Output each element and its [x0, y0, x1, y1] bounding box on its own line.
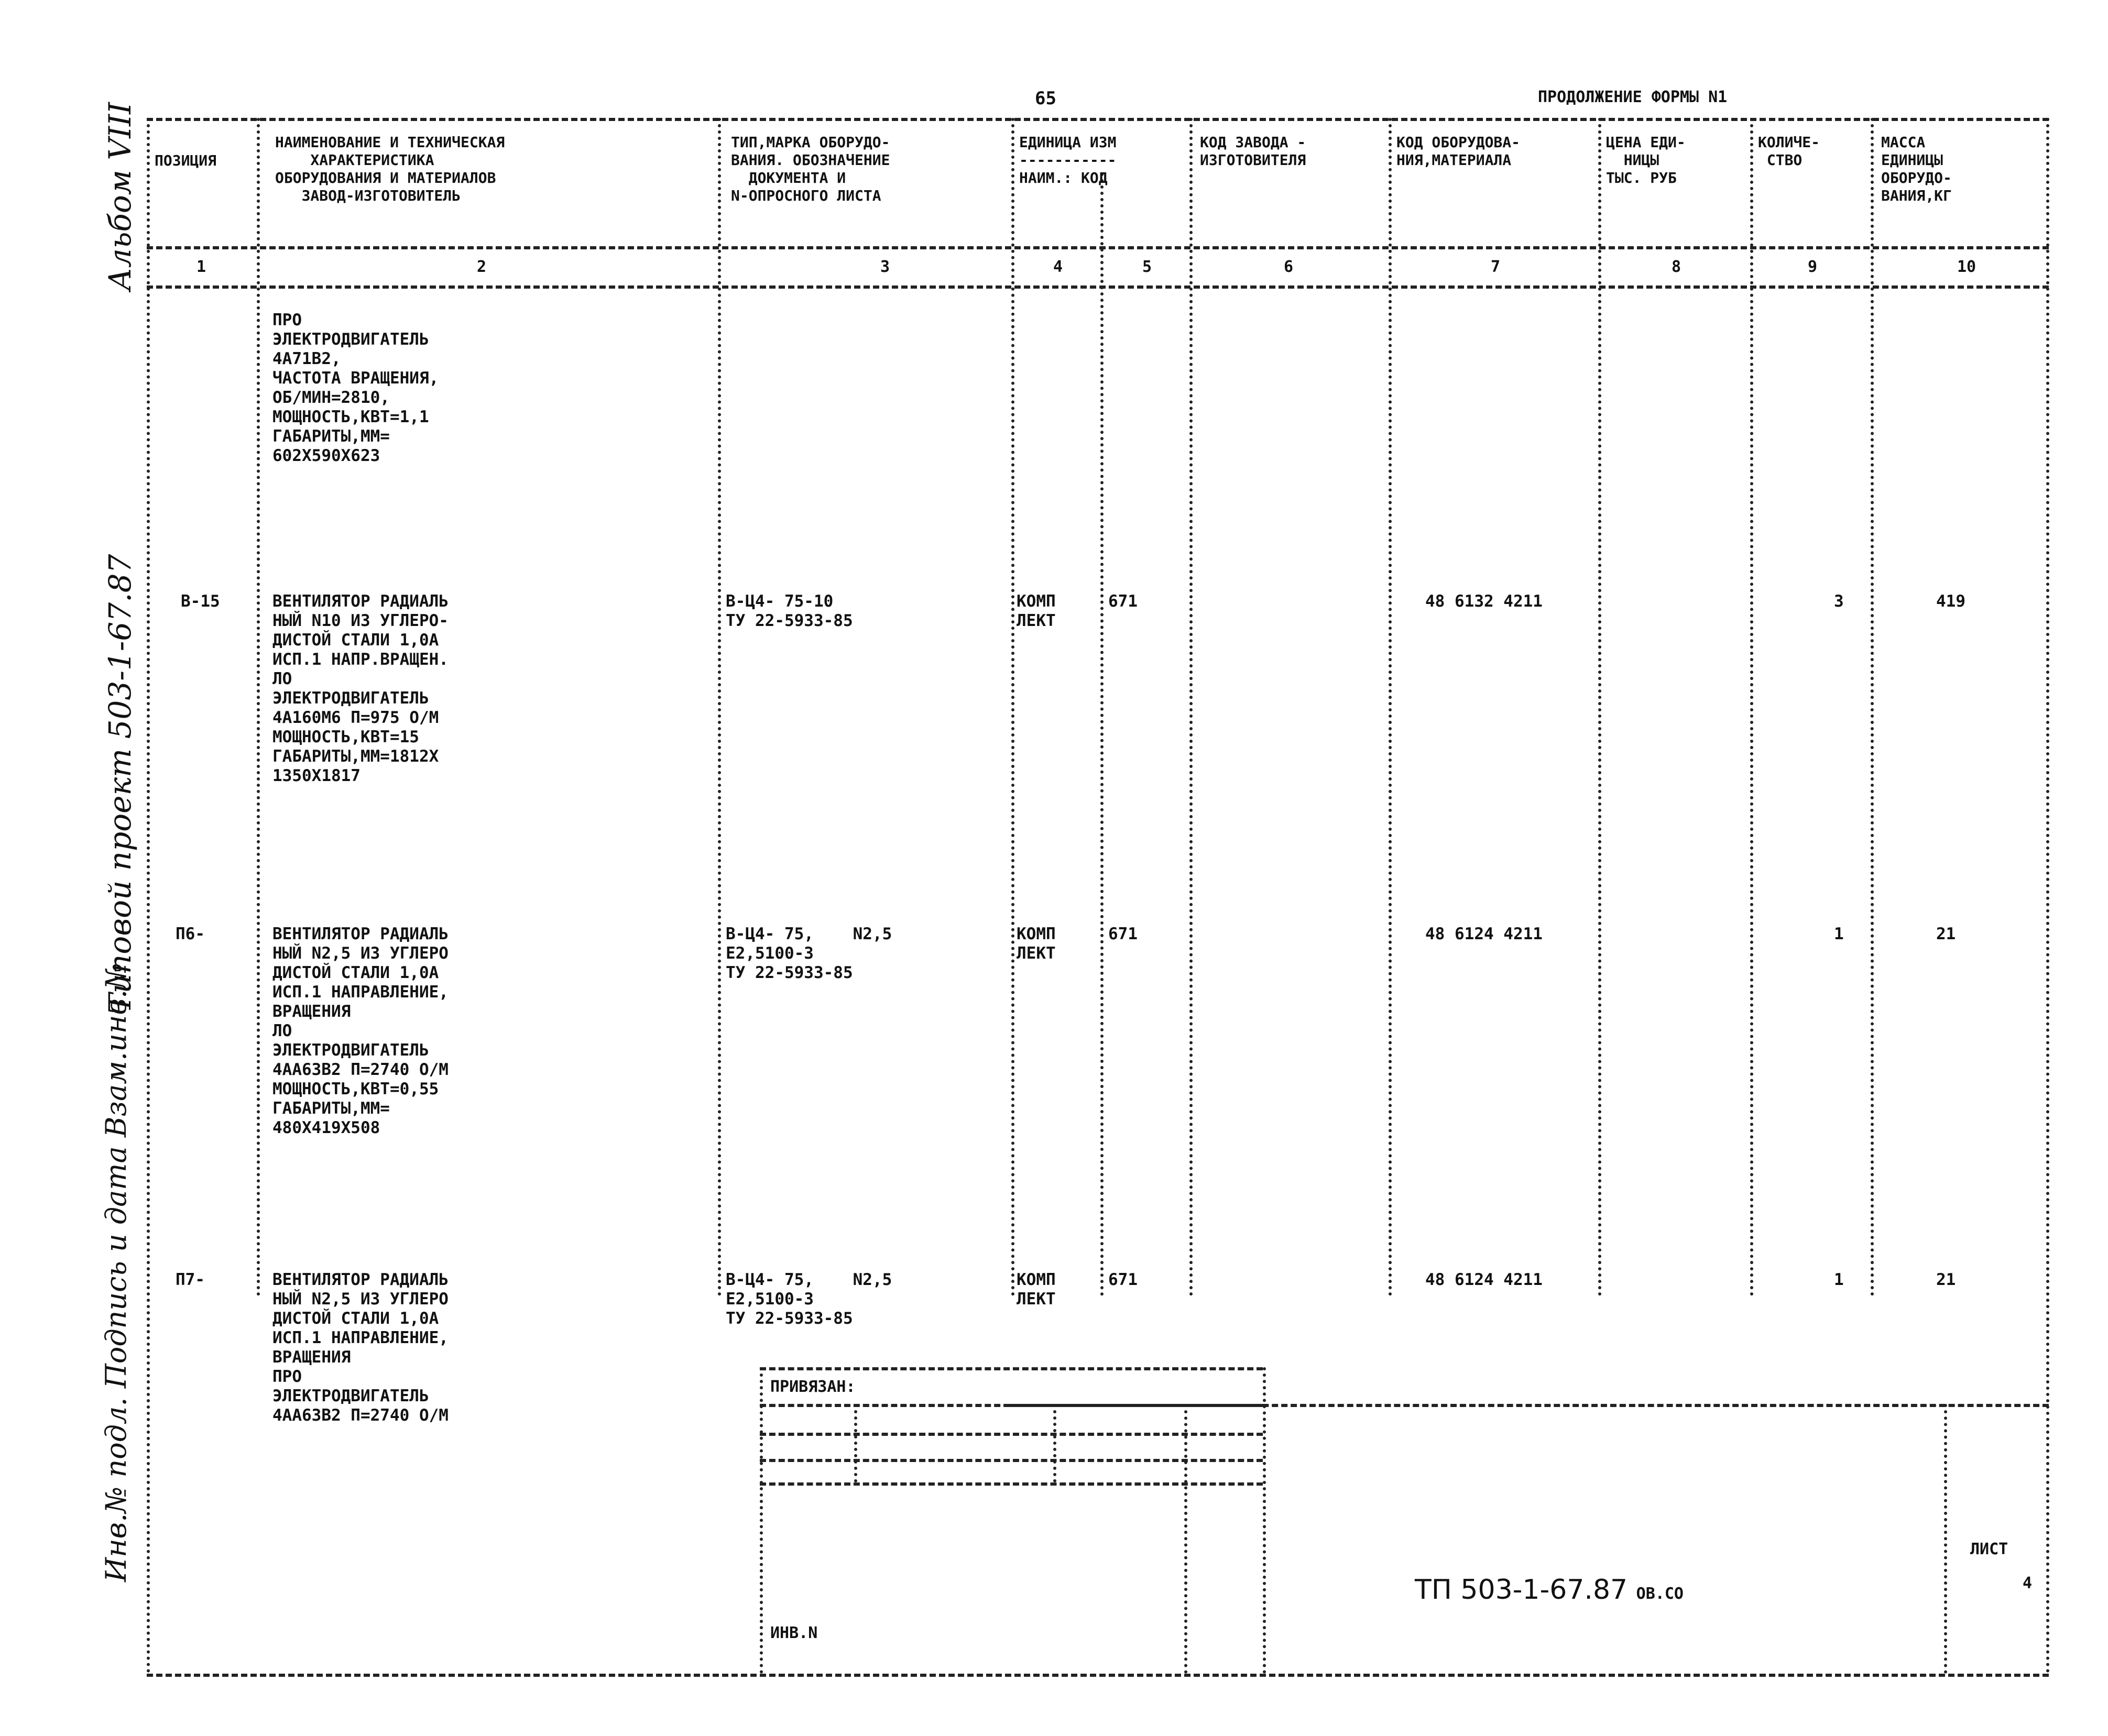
col-sep-5 [1189, 118, 1193, 1296]
col-sep-9 [1871, 118, 1874, 1296]
row-1-type: В-Ц4- 75-10 ТУ 22-5933-85 [726, 592, 853, 630]
colnum-6: 6 [1284, 258, 1294, 276]
row-1-qty: 3 [1834, 592, 1844, 611]
header-col-8: ЦЕНА ЕДИ- НИЦЫ ТЫС. РУБ [1606, 134, 1686, 186]
row-1-mass: 419 [1936, 592, 1965, 611]
row-2-qty: 1 [1834, 925, 1844, 943]
colnum-bottom-border [147, 285, 2049, 289]
stamp-sep-sheet [1944, 1404, 1947, 1674]
colnum-7: 7 [1491, 258, 1501, 276]
row-1-code: 48 6132 4211 [1425, 592, 1543, 611]
row-3-unit: КОМП ЛЕКТ [1017, 1270, 1056, 1309]
stamp-sep-c [1184, 1404, 1187, 1674]
colnum-9: 9 [1808, 258, 1818, 276]
page-number: 65 [1035, 88, 1056, 109]
stamp-line-3 [760, 1482, 1263, 1486]
col-sep-2 [718, 118, 721, 1296]
table-top-border [147, 118, 2049, 121]
stamp-doc-code: ТП 503-1-67.87 ОВ.СО [1415, 1574, 1684, 1606]
row-2-position: П6- [176, 925, 205, 943]
header-col-10: МАССА ЕДИНИЦЫ ОБОРУДО- ВАНИЯ,КГ [1881, 134, 1952, 204]
header-col-6: КОД ЗАВОДА - ИЗГОТОВИТЕЛЯ [1200, 134, 1306, 169]
colnum-8: 8 [1672, 258, 1681, 276]
margin-album: Альбом VIII [102, 102, 138, 291]
col-sep-8 [1750, 118, 1753, 1296]
row-0-name: ПРО ЭЛЕКТРОДВИГАТЕЛЬ 4А71В2, ЧАСТОТА ВРАЩЕНИЯ, ОБ/МИН=2810, МОЩНОСТЬ,КВТ=1,1 ГАБАРИТЫ,ММ= 602Х590Х623 [272, 311, 439, 465]
stamp-line-1 [760, 1433, 1263, 1436]
stamp-line-2 [760, 1459, 1263, 1462]
row-2-type: В-Ц4- 75, N2,5 Е2,5100-3 ТУ 22-5933-85 [726, 925, 892, 982]
row-3-position: П7- [176, 1270, 205, 1289]
margin-project: Типовой проект 503-1-67.87 [102, 554, 138, 1014]
colnum-10: 10 [1957, 258, 1976, 276]
stamp-sheet-label: ЛИСТ [1970, 1540, 2008, 1558]
row-3-type: В-Ц4- 75, N2,5 Е2,5100-3 ТУ 22-5933-85 [726, 1270, 892, 1328]
colnum-1: 1 [196, 258, 206, 276]
row-2-unit-code: 671 [1108, 925, 1138, 943]
row-3-code: 48 6124 4211 [1425, 1270, 1543, 1289]
col-sep-6 [1389, 118, 1392, 1296]
col-sep-right [2046, 118, 2049, 1674]
header-col-1: ПОЗИЦИЯ [155, 152, 217, 169]
stamp-sep-right [1263, 1367, 1266, 1674]
colnum-3: 3 [880, 258, 890, 276]
colnum-2: 2 [477, 258, 487, 276]
row-1-name: ВЕНТИЛЯТОР РАДИАЛЬ НЫЙ N10 ИЗ УГЛЕРО- ДИСТОЙ СТАЛИ 1,0А ИСП.1 НАПР.ВРАЩЕН. ЛО ЭЛЕКТРОДВИГАТЕЛЬ 4А160М6 П=975 О/М МОЩНОСТЬ,КВТ=15 ГАБАРИТЫ,ММ=1812Х 1350Х1817 [272, 592, 449, 785]
continuation-label: ПРОДОЛЖЕНИЕ ФОРМЫ N1 [1538, 88, 1728, 106]
stamp-privyazan-top [760, 1367, 1263, 1370]
table-bottom-border [147, 1674, 2049, 1677]
header-col-2: НАИМЕНОВАНИЕ И ТЕХНИЧЕСКАЯ ХАРАКТЕРИСТИКА ОБОРУДОВАНИЯ И МАТЕРИАЛОВ ЗАВОД-ИЗГОТОВИТЕЛЬ [275, 134, 505, 204]
col-sep-4 [1100, 173, 1104, 1296]
stamp-privyazan-bottom [760, 1404, 1263, 1407]
row-2-code: 48 6124 4211 [1425, 925, 1543, 943]
row-3-name: ВЕНТИЛЯТОР РАДИАЛЬ НЫЙ N2,5 ИЗ УГЛЕРО ДИСТОЙ СТАЛИ 1,0А ИСП.1 НАПРАВЛЕНИЕ, ВРАЩЕНИЯ ПРО ЭЛЕКТРОДВИГАТЕЛЬ 4АА63В2 П=2740 О/М [272, 1270, 449, 1425]
stamp-privyazan: ПРИВЯЗАН: [770, 1378, 856, 1396]
margin-inv-signature: Инв.№ подл. Подпись и дата Взам.инв.№ [100, 962, 133, 1582]
col-sep-1 [257, 118, 260, 1296]
colnum-5: 5 [1142, 258, 1152, 276]
header-col-7: КОД ОБОРУДОВА- НИЯ,МАТЕРИАЛА [1396, 134, 1521, 169]
row-1-unit: КОМП ЛЕКТ [1017, 592, 1056, 630]
header-col-3: ТИП,МАРКА ОБОРУДО- ВАНИЯ. ОБОЗНАЧЕНИЕ ДОКУМЕНТА И N-ОПРОСНОГО ЛИСТА [731, 134, 890, 204]
row-3-unit-code: 671 [1108, 1270, 1138, 1289]
stamp-sep-b [1053, 1404, 1056, 1482]
colnum-4: 4 [1053, 258, 1063, 276]
stamp-inv: ИНВ.N [770, 1624, 818, 1642]
col-sep-3 [1011, 118, 1014, 1296]
row-1-unit-code: 671 [1108, 592, 1138, 611]
row-3-mass: 21 [1936, 1270, 1956, 1289]
header-bottom-border [147, 246, 2049, 249]
row-2-unit: КОМП ЛЕКТ [1017, 925, 1056, 963]
col-sep-left [147, 118, 150, 1674]
header-col-4-5: ЕДИНИЦА ИЗМ ----------- НАИМ.: КОД [1019, 134, 1117, 186]
stamp-sep-left [760, 1367, 763, 1674]
stamp-doc-suffix: ОВ.СО [1636, 1585, 1684, 1603]
col-sep-7 [1598, 118, 1601, 1296]
row-2-name: ВЕНТИЛЯТОР РАДИАЛЬ НЫЙ N2,5 ИЗ УГЛЕРО ДИСТОЙ СТАЛИ 1,0А ИСП.1 НАПРАВЛЕНИЕ, ВРАЩЕНИЯ ЛО ЭЛЕКТРОДВИГАТЕЛЬ 4АА63В2 П=2740 О/М МОЩНОСТЬ,КВТ=0,55 ГАБАРИТЫ,ММ= 480Х419Х508 [272, 925, 449, 1137]
row-2-mass: 21 [1936, 925, 1956, 943]
stamp-sep-a [854, 1404, 857, 1482]
header-col-9: КОЛИЧЕ- СТВО [1758, 134, 1820, 169]
row-1-position: В-15 [181, 592, 220, 611]
stamp-sheet-number: 4 [2023, 1574, 2033, 1592]
row-3-qty: 1 [1834, 1270, 1844, 1289]
